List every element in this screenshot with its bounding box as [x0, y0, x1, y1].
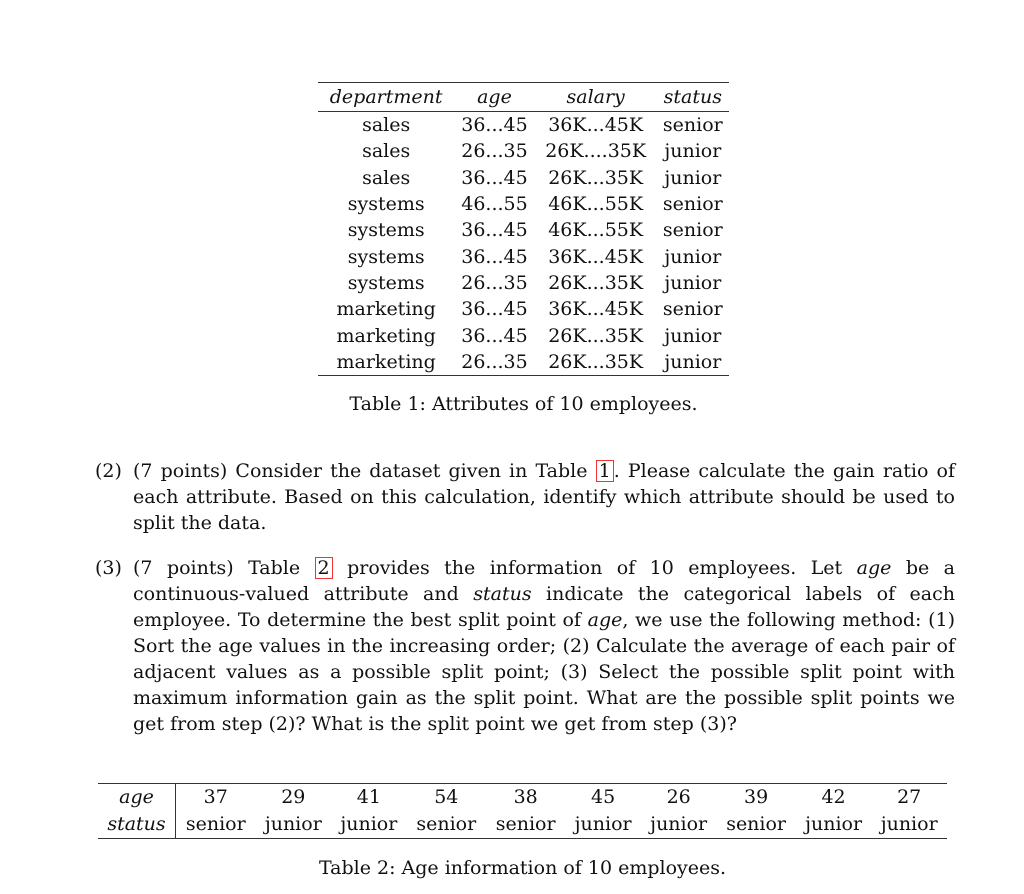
age-information-table [98, 783, 947, 839]
question-3-body [133, 555, 955, 737]
table-cell-salary: 46K...55K [548, 193, 644, 216]
table-2-reference-link[interactable]: 2 [315, 557, 333, 579]
age-cell: 42 [821, 786, 846, 808]
table-1-header-row [318, 83, 729, 112]
age-cell: 27 [897, 786, 922, 808]
table-2-age-row [98, 784, 947, 812]
age-cell: 26 [666, 786, 691, 808]
table-1-reference-link[interactable]: 1 [596, 460, 614, 482]
age-cell: 37 [203, 786, 228, 808]
table-cell-status: junior [664, 140, 722, 163]
employee-attributes-table [318, 82, 729, 376]
q3-status-term: status [473, 583, 532, 605]
table-cell-salary: 36K...45K [548, 114, 644, 137]
row-label-status: status [98, 811, 176, 839]
age-cell: 41 [356, 786, 381, 808]
status-cell: senior [495, 813, 556, 835]
table-cell-salary: 26K...35K [548, 271, 644, 294]
table-cell-salary: 26K...35K [548, 166, 644, 189]
table-cell-department: systems [347, 193, 425, 216]
table-2-status-row [98, 811, 947, 839]
table-2 [98, 783, 947, 839]
table-cell-department: systems [347, 271, 425, 294]
table-cell-age: 36...45 [461, 219, 528, 242]
table-cell-department: systems [347, 219, 425, 242]
table-row [318, 322, 729, 348]
status-cell: junior [805, 813, 863, 835]
table-1-caption: Table 1: Attributes of 10 employees. [349, 393, 698, 415]
q3-text-5: , we use the following method: (1) Sort the age values in the increasing order; (2) Calculate the average of each pair of adjacent values as a possible split point; (3) Select the possible split point with maximum information gain as the split point. What are the possible split points we get from step (2)? What is the split point we get from step (3)? [133, 609, 956, 735]
table-cell-age: 46...55 [461, 193, 528, 216]
status-cell: junior [650, 813, 708, 835]
table-cell-age: 26...35 [461, 140, 528, 163]
header-salary: salary [535, 83, 657, 112]
q3-text-4: indicate the categorical labels of each employee. To determine the best split point of [133, 583, 956, 631]
status-cell: senior [185, 813, 246, 835]
table-row [318, 349, 729, 376]
q3-text-2: provides the information of 10 employees. Let [332, 557, 857, 579]
q3-text-1: (7 points) Table [133, 557, 315, 579]
q3-age-term-2: age [587, 609, 623, 631]
header-department: department [318, 83, 454, 112]
q3-text-3: be a continuous-valued attribute and [133, 557, 955, 605]
q2-text-after: . Please calculate the gain ratio of each attribute. Based on this calculation, identify which attribute should be used to split the data. [133, 460, 955, 534]
table-cell-status: senior [662, 298, 723, 321]
table-cell-age: 36...45 [461, 324, 528, 347]
table-cell-status: senior [662, 114, 723, 137]
table-row [318, 191, 729, 217]
question-2-number: (2) [95, 460, 122, 482]
table-cell-department: marketing [336, 324, 436, 347]
age-cell: 45 [591, 786, 616, 808]
age-cell: 38 [513, 786, 538, 808]
table-cell-status: junior [664, 324, 722, 347]
table-row [318, 165, 729, 191]
table-row [318, 243, 729, 269]
status-cell: junior [264, 813, 322, 835]
table-cell-age: 36...45 [461, 245, 528, 268]
table-1 [318, 82, 729, 376]
table-cell-department: sales [362, 166, 411, 189]
table-row [318, 112, 729, 139]
table-cell-salary: 36K...45K [548, 245, 644, 268]
question-2-body [133, 458, 955, 536]
age-cell: 29 [281, 786, 306, 808]
table-cell-status: junior [664, 271, 722, 294]
table-cell-salary: 36K...45K [548, 298, 644, 321]
table-cell-department: marketing [336, 350, 436, 373]
table-row [318, 138, 729, 164]
status-cell: junior [880, 813, 938, 835]
header-age: age [454, 83, 534, 112]
table-cell-salary: 26K...35K [548, 324, 644, 347]
status-cell: senior [726, 813, 787, 835]
q3-age-term: age [856, 557, 892, 579]
status-cell: senior [416, 813, 477, 835]
table-cell-salary: 26K....35K [545, 140, 647, 163]
table-2-caption: Table 2: Age information of 10 employees. [318, 857, 727, 879]
table-cell-age: 36...45 [461, 298, 528, 321]
table-cell-status: junior [664, 166, 722, 189]
age-cell: 39 [744, 786, 769, 808]
table-cell-department: systems [347, 245, 425, 268]
header-status: status [657, 83, 729, 112]
table-cell-status: junior [664, 245, 722, 268]
table-cell-department: marketing [336, 298, 436, 321]
row-label-age: age [98, 784, 176, 812]
question-3 [95, 555, 955, 737]
table-row [318, 270, 729, 296]
table-cell-salary: 46K...55K [548, 219, 644, 242]
status-cell: junior [340, 813, 398, 835]
table-cell-age: 36...45 [461, 166, 528, 189]
table-cell-age: 26...35 [461, 350, 528, 373]
table-cell-age: 26...35 [461, 271, 528, 294]
table-cell-salary: 26K...35K [548, 350, 644, 373]
table-cell-department: sales [362, 140, 411, 163]
status-cell: junior [574, 813, 632, 835]
table-row [318, 296, 729, 322]
question-2 [95, 458, 955, 536]
table-cell-department: sales [362, 114, 411, 137]
table-cell-status: senior [662, 193, 723, 216]
table-row [318, 217, 729, 243]
table-cell-age: 36...45 [461, 114, 528, 137]
table-cell-status: junior [664, 350, 722, 373]
age-cell: 54 [434, 786, 459, 808]
q2-text-before: (7 points) Consider the dataset given in Table [133, 460, 596, 482]
table-cell-status: senior [662, 219, 723, 242]
question-3-number: (3) [95, 557, 122, 579]
